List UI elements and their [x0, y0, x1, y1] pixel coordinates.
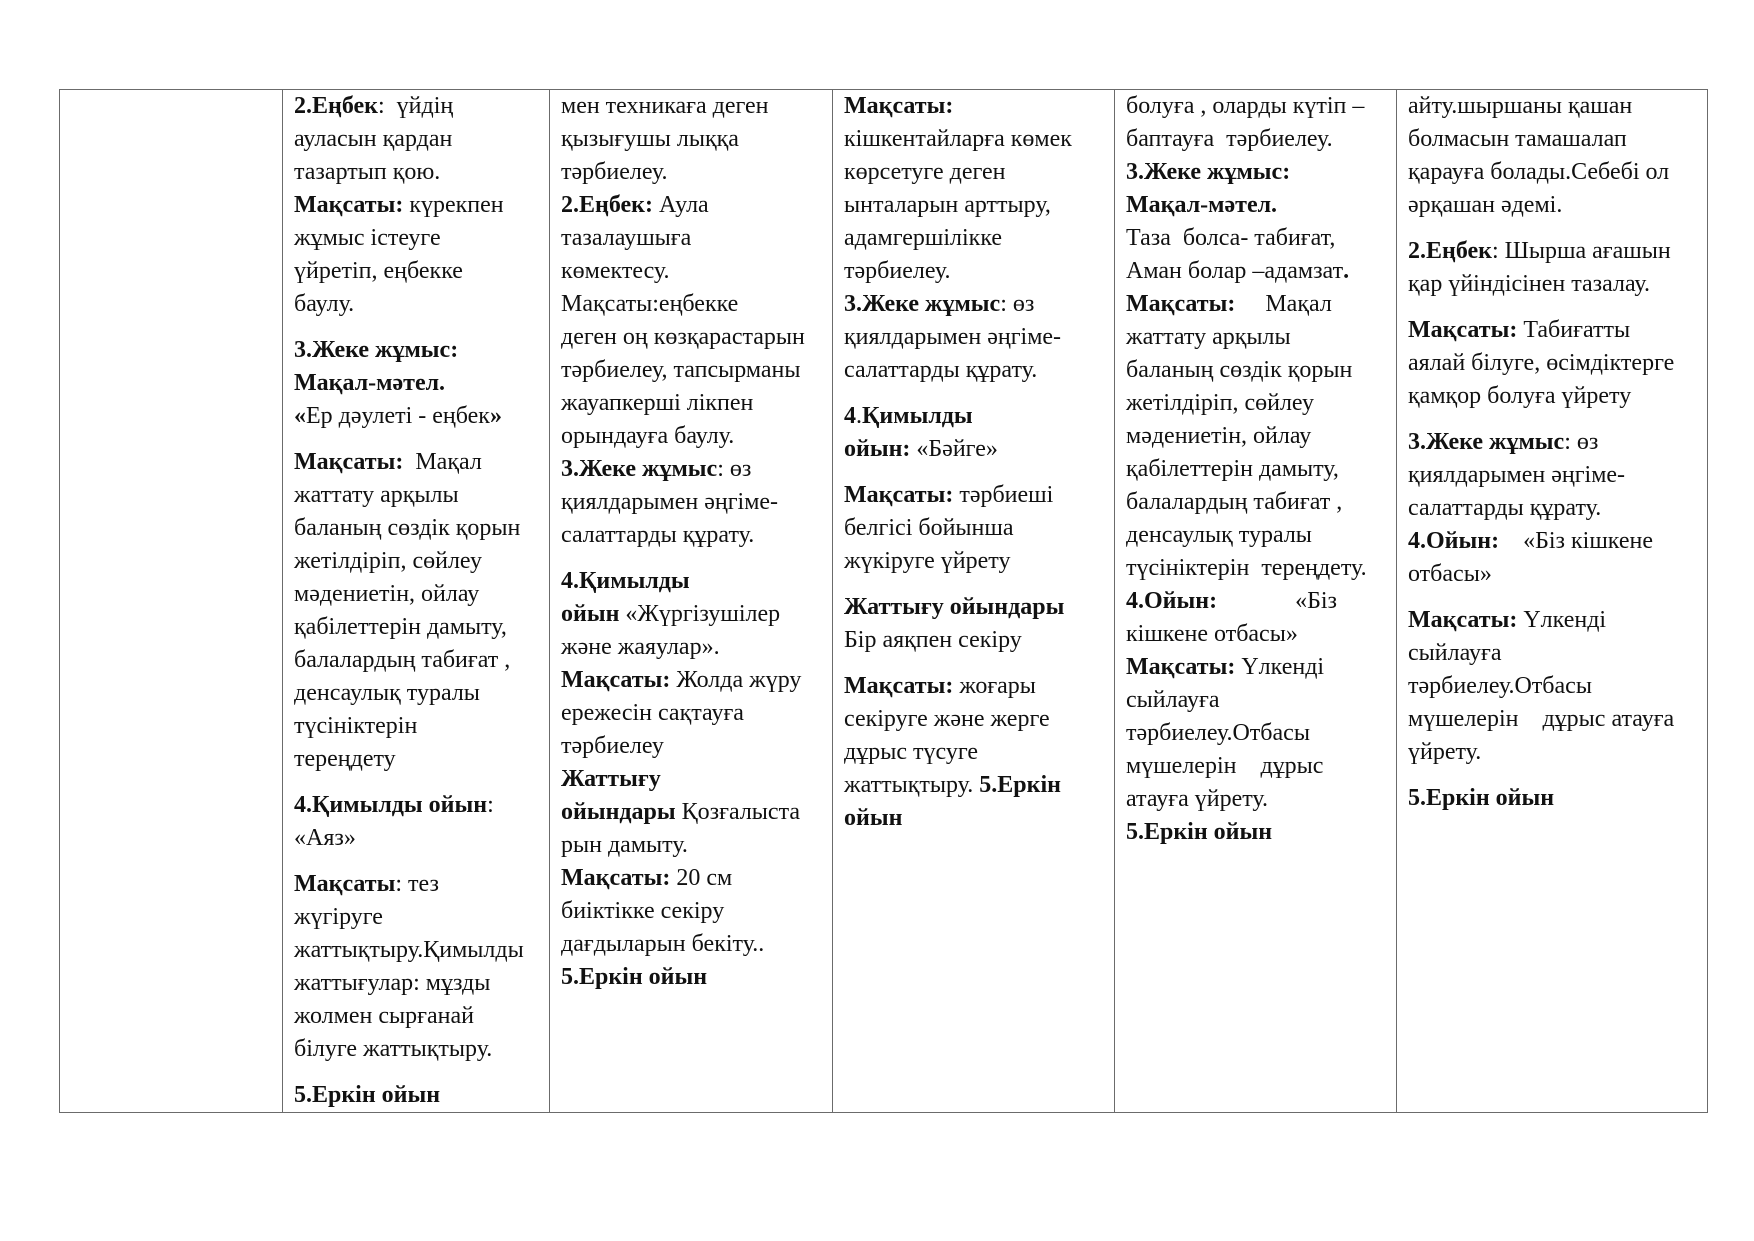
text-run: тәрбиелеу.Отбасы [1126, 720, 1310, 746]
text-run: кішкентайларға көмек [844, 126, 1072, 152]
text-block [1126, 90, 1388, 849]
text-line [844, 156, 1106, 189]
text-line [294, 1000, 541, 1033]
bold-text: 4.Ойын: [1126, 588, 1218, 614]
text-block [1408, 314, 1699, 413]
text-run: рын дамыту. [561, 832, 688, 858]
text-line [844, 354, 1106, 387]
bold-text: Мақсаты: [844, 673, 954, 699]
text-run: атауға үйрету. [1126, 786, 1269, 812]
text-run: жүгіруге [294, 904, 383, 930]
text-line [844, 189, 1106, 222]
text-run: отбасы» [1408, 561, 1492, 587]
text-run: Табиғатты [1517, 317, 1631, 343]
text-block [844, 479, 1106, 578]
text-line [1408, 670, 1699, 703]
text-line [561, 664, 824, 697]
text-line [294, 611, 541, 644]
text-run: балалардың табиғат , [1126, 489, 1343, 515]
text-run: тазалаушыға [561, 225, 692, 251]
text-line [294, 189, 541, 222]
text-run: болуға , оларды күтіп – [1126, 93, 1365, 119]
bold-text: 3.Жеке жұмыс [844, 291, 1001, 317]
bold-text: Мақсаты: [294, 192, 404, 218]
text-line [561, 156, 824, 189]
text-run: аялай білуге, өсімдіктерге [1408, 350, 1675, 376]
text-line [1408, 736, 1699, 769]
text-line [1126, 387, 1388, 420]
table-cell-col-1 [283, 90, 550, 1113]
text-run: . [856, 403, 862, 429]
text-run: белгісі бойынша [844, 515, 1014, 541]
bold-text: Мақсаты: [844, 93, 954, 119]
text-line [1126, 321, 1388, 354]
text-line [1126, 783, 1388, 816]
text-line [1126, 717, 1388, 750]
text-line [1408, 90, 1699, 123]
bold-text: 2.Еңбек [294, 93, 378, 119]
text-line [294, 901, 541, 934]
table-cell-col-0 [60, 90, 283, 1113]
text-run: қабілеттерін дамыту, [294, 614, 507, 640]
text-run: кішкене отбасы» [1126, 621, 1298, 647]
bold-text: ойын: [844, 436, 911, 462]
text-line [561, 222, 824, 255]
text-line [1408, 123, 1699, 156]
text-run: Жолда жүру [670, 667, 802, 693]
text-line [1408, 314, 1699, 347]
text-line [561, 189, 824, 222]
text-run: ауласын қардан [294, 126, 453, 152]
text-line [294, 446, 541, 479]
text-line [561, 631, 824, 664]
bold-text: 3.Жеке жұмыс [561, 456, 718, 482]
text-run: мәдениетін, ойлау [294, 581, 480, 607]
text-run: тәрбиелеу, тапсырманы [561, 357, 801, 383]
text-line [561, 519, 824, 552]
text-run: «Бәйге» [910, 436, 998, 462]
text-line [561, 928, 824, 961]
text-line [294, 934, 541, 967]
text-line [294, 710, 541, 743]
bold-text: ойын [844, 805, 903, 831]
text-line [294, 868, 541, 901]
text-line [561, 123, 824, 156]
text-run: : өз [1000, 291, 1035, 317]
text-line [1408, 558, 1699, 591]
text-line [561, 288, 824, 321]
text-block [844, 670, 1106, 835]
bold-text: . [1343, 258, 1350, 284]
text-line [1408, 782, 1699, 815]
text-line [294, 123, 541, 156]
text-run: Ер дәулеті - еңбек [306, 403, 490, 429]
text-block [1408, 90, 1699, 222]
text-run: қар үйіндісінен тазалау. [1408, 271, 1650, 297]
text-run: Мақсаты:еңбекке [561, 291, 739, 317]
table-cell-col-4 [1115, 90, 1397, 1113]
text-line [561, 420, 824, 453]
text-block [294, 446, 541, 776]
text-line [1126, 288, 1388, 321]
text-run: тереңдету [294, 746, 396, 772]
text-line [294, 545, 541, 578]
text-run: Мақал [1235, 291, 1332, 317]
bold-text: 5.Еркін ойын [1126, 819, 1273, 845]
text-run: қиялдарымен әңгіме- [561, 489, 779, 515]
text-line [1126, 618, 1388, 651]
text-line [294, 367, 541, 400]
text-line [561, 565, 824, 598]
text-line [294, 255, 541, 288]
text-run: салаттарды құрату. [844, 357, 1038, 383]
text-run: адамгершілікке [844, 225, 1003, 251]
text-line [1126, 123, 1388, 156]
bold-text: 3.Жеке жұмыс: [294, 337, 459, 363]
text-run: жетілдіріп, сөйлеу [1126, 390, 1314, 416]
bold-text: Мақсаты: [1126, 291, 1236, 317]
text-line [561, 255, 824, 288]
text-run: 20 см [670, 865, 733, 891]
text-run: қиялдарымен әңгіме- [1408, 462, 1626, 488]
text-line [1126, 816, 1388, 849]
text-run: жүкіруге үйрету [844, 548, 1011, 574]
bold-text: ойын [561, 601, 620, 627]
text-line [294, 90, 541, 123]
text-line [1408, 459, 1699, 492]
text-line [561, 486, 824, 519]
text-run: тәрбиеші [953, 482, 1054, 508]
bold-text: 2.Еңбек [1408, 238, 1492, 264]
bold-text: 4 [844, 403, 856, 429]
text-run: : өз [1564, 429, 1599, 455]
text-line [294, 479, 541, 512]
text-line [294, 743, 541, 776]
text-line [844, 255, 1106, 288]
text-line [561, 763, 824, 796]
text-run: жаттату арқылы [1126, 324, 1291, 350]
text-line [844, 591, 1106, 624]
bold-text: 4.Қимылды ойын [294, 792, 488, 818]
text-run: : үйдің [378, 93, 454, 119]
text-line [1408, 637, 1699, 670]
text-line [561, 598, 824, 631]
text-run: үйрету. [1408, 739, 1482, 765]
text-run: жоғары [953, 673, 1036, 699]
bold-text: Мақсаты: [1408, 317, 1518, 343]
text-line [561, 453, 824, 486]
text-line [294, 512, 541, 545]
text-run: «Жүргізушілер [619, 601, 781, 627]
text-run: баулу. [294, 291, 355, 317]
text-block [561, 90, 824, 552]
text-run: : тез [395, 871, 439, 897]
text-line [844, 545, 1106, 578]
text-run: қарауға болады.Себебі ол [1408, 159, 1670, 185]
bold-text: Мақал-мәтел. [1126, 192, 1278, 218]
text-line [844, 222, 1106, 255]
text-line [294, 1033, 541, 1066]
text-line [294, 789, 541, 822]
text-run: үйретіп, еңбекке [294, 258, 463, 284]
text-line [561, 730, 824, 763]
text-run: : Шырша ағашын [1492, 238, 1671, 264]
text-run: секіруге және жерге [844, 706, 1050, 732]
text-line [844, 802, 1106, 835]
text-line [294, 156, 541, 189]
table-cell-col-3 [833, 90, 1115, 1113]
text-line [1408, 426, 1699, 459]
text-block [561, 565, 824, 994]
text-block [294, 334, 541, 433]
text-run: көрсетуге деген [844, 159, 1006, 185]
text-run: мүшелерін дұрыс атауға [1408, 706, 1675, 732]
text-line [844, 736, 1106, 769]
text-line [561, 354, 824, 387]
text-line [1408, 380, 1699, 413]
text-run: баланың сөздік қорын [1126, 357, 1353, 383]
bold-text: Мақсаты: [1408, 607, 1518, 633]
text-line [1126, 750, 1388, 783]
text-line [294, 334, 541, 367]
text-run: әрқашан әдемі. [1408, 192, 1563, 218]
text-run: баланың сөздік қорын [294, 515, 521, 541]
text-line [1126, 453, 1388, 486]
text-block [844, 90, 1106, 387]
text-line [561, 829, 824, 862]
text-line [1126, 552, 1388, 585]
text-run: айту.шыршаны қашан [1408, 93, 1633, 119]
text-run: жаттықтыру. [844, 772, 980, 798]
text-run: Бір аяқпен секіру [844, 627, 1022, 653]
bold-text: « [294, 403, 306, 429]
text-run: мен техникаға деген [561, 93, 769, 119]
text-line [1126, 651, 1388, 684]
text-line [1408, 525, 1699, 558]
bold-text: Мақсаты: [294, 449, 404, 475]
text-run: денсаулық туралы [294, 680, 480, 706]
text-line [1408, 492, 1699, 525]
text-line [1126, 156, 1388, 189]
text-run: ынталарын арттыру, [844, 192, 1051, 218]
text-line [1408, 347, 1699, 380]
text-line [561, 862, 824, 895]
text-line [1126, 585, 1388, 618]
text-block [1408, 604, 1699, 769]
text-line [1408, 156, 1699, 189]
text-run: түсініктерін [294, 713, 418, 739]
text-run: Үлкенді [1235, 654, 1325, 680]
text-run: «Біз [1217, 588, 1337, 614]
text-block [294, 789, 541, 855]
text-run: тәрбиелеу [561, 733, 664, 759]
text-line [1126, 90, 1388, 123]
text-run: «Біз кішкене [1499, 528, 1654, 554]
text-line [561, 90, 824, 123]
text-run: қамқор болуға үйрету [1408, 383, 1632, 409]
text-line [561, 895, 824, 928]
bold-text: 4.Қимылды [561, 568, 690, 594]
text-run: салаттарды құрату. [561, 522, 755, 548]
bold-text: 5.Еркін ойын [294, 1082, 441, 1108]
bold-text: 3.Жеке жұмыс: [1126, 159, 1291, 185]
text-line [844, 90, 1106, 123]
table-cell-col-2 [550, 90, 833, 1113]
text-line [1408, 189, 1699, 222]
text-run: қиялдарымен әңгіме- [844, 324, 1062, 350]
text-run: дағдыларын бекіту.. [561, 931, 765, 957]
text-run: деген оң көзқарастарын [561, 324, 805, 350]
text-run: ережесін сақтауға [561, 700, 744, 726]
bold-text: 2.Еңбек: [561, 192, 653, 218]
text-line [1408, 268, 1699, 301]
text-line [844, 433, 1106, 466]
text-run: жұмыс істеуге [294, 225, 441, 251]
text-run: тазартып қою. [294, 159, 441, 185]
text-run: биіктікке секіру [561, 898, 725, 924]
text-line [1126, 354, 1388, 387]
text-line [1408, 235, 1699, 268]
bold-text: 3.Жеке жұмыс [1408, 429, 1565, 455]
text-run: жаттату арқылы [294, 482, 459, 508]
bold-text: 5.Еркін ойын [1408, 785, 1555, 811]
text-block [294, 868, 541, 1066]
text-line [294, 644, 541, 677]
text-line [844, 512, 1106, 545]
bold-text: Мақсаты: [844, 482, 954, 508]
text-line [294, 677, 541, 710]
text-run: сыйлауға [1126, 687, 1220, 713]
bold-text: Мақсаты: [1126, 654, 1236, 680]
text-line [1126, 255, 1388, 288]
text-run: қызығушы лыққа [561, 126, 739, 152]
text-run: Аула [653, 192, 709, 218]
text-block [1408, 426, 1699, 591]
text-line [844, 703, 1106, 736]
text-run: жаттығулар: мұзды [294, 970, 491, 996]
bold-text: 5.Еркін ойын [561, 964, 708, 990]
text-line [294, 822, 541, 855]
text-run: қабілеттерін дамыту, [1126, 456, 1339, 482]
text-run: тәрбиелеу.Отбасы [1408, 673, 1592, 699]
bold-text: ойындары [561, 799, 676, 825]
text-line [844, 624, 1106, 657]
text-line [1126, 222, 1388, 255]
text-line [1408, 703, 1699, 736]
bold-text: Қимылды [862, 403, 973, 429]
text-block [1408, 235, 1699, 301]
text-line [561, 796, 824, 829]
text-block [294, 90, 541, 321]
text-line [561, 961, 824, 994]
text-run: дұрыс түсуге [844, 739, 978, 765]
text-run: және жаяулар». [561, 634, 720, 660]
text-run: Қозғалыста [675, 799, 801, 825]
text-run: сыйлауға [1408, 640, 1502, 666]
text-run: баптауға тәрбиелеу. [1126, 126, 1333, 152]
text-line [294, 222, 541, 255]
text-run: мүшелерін дұрыс [1126, 753, 1324, 779]
text-run: мәдениетін, ойлау [1126, 423, 1312, 449]
table-cell-col-5 [1397, 90, 1708, 1113]
text-run: салаттарды құрату. [1408, 495, 1602, 521]
text-run: түсініктерін тереңдету. [1126, 555, 1367, 581]
text-block [1408, 782, 1699, 815]
text-run: балалардың табиғат , [294, 647, 511, 673]
text-block [294, 1079, 541, 1112]
bold-text: Жаттығу [561, 766, 661, 792]
text-line [294, 967, 541, 1000]
text-line [844, 400, 1106, 433]
text-run: көмектесу. [561, 258, 670, 284]
bold-text: Мақсаты: [561, 667, 671, 693]
text-line [844, 479, 1106, 512]
text-block [844, 591, 1106, 657]
text-run: «Аяз» [294, 825, 356, 851]
bold-text: Жаттығу ойындары [844, 594, 1065, 620]
text-line [294, 288, 541, 321]
text-run: жауапкерші лікпен [561, 390, 754, 416]
bold-text: Мақсаты [294, 871, 396, 897]
text-line [844, 123, 1106, 156]
text-line [1126, 684, 1388, 717]
text-run: орындауға баулу. [561, 423, 735, 449]
text-line [561, 321, 824, 354]
text-run: Таза болса- табиғат, [1126, 225, 1336, 251]
text-line [1126, 189, 1388, 222]
bold-text: » [489, 403, 502, 429]
text-line [844, 670, 1106, 703]
bold-text: 5.Еркін [979, 772, 1061, 798]
text-run: жаттықтыру.Қимылды [294, 937, 524, 963]
text-run: болмасын тамашалап [1408, 126, 1627, 152]
text-block [844, 400, 1106, 466]
text-line [294, 578, 541, 611]
bold-text: Мақсаты: [561, 865, 671, 891]
text-run: күрекпен [403, 192, 504, 218]
text-run: білуге жаттықтыру. [294, 1036, 493, 1062]
text-line [844, 769, 1106, 802]
text-run: Аман болар –адамзат [1126, 258, 1344, 284]
plan-table [59, 89, 1708, 1113]
text-line [1126, 519, 1388, 552]
text-run: жетілдіріп, сөйлеу [294, 548, 482, 574]
text-line [844, 288, 1106, 321]
bold-text: Мақал-мәтел. [294, 370, 446, 396]
text-run: Мақал [403, 449, 482, 475]
text-line [294, 400, 541, 433]
table-row [60, 90, 1708, 1113]
text-run: Үлкенді [1517, 607, 1607, 633]
text-line [1126, 486, 1388, 519]
text-run: жолмен сырғанай [294, 1003, 474, 1029]
text-line [561, 387, 824, 420]
text-run: : [487, 792, 494, 818]
text-line [294, 1079, 541, 1112]
text-line [1126, 420, 1388, 453]
text-run: тәрбиелеу. [844, 258, 951, 284]
text-line [561, 697, 824, 730]
text-run: тәрбиелеу. [561, 159, 668, 185]
text-line [844, 321, 1106, 354]
text-run: : өз [717, 456, 752, 482]
text-run: денсаулық туралы [1126, 522, 1312, 548]
bold-text: 4.Ойын: [1408, 528, 1500, 554]
text-line [1408, 604, 1699, 637]
